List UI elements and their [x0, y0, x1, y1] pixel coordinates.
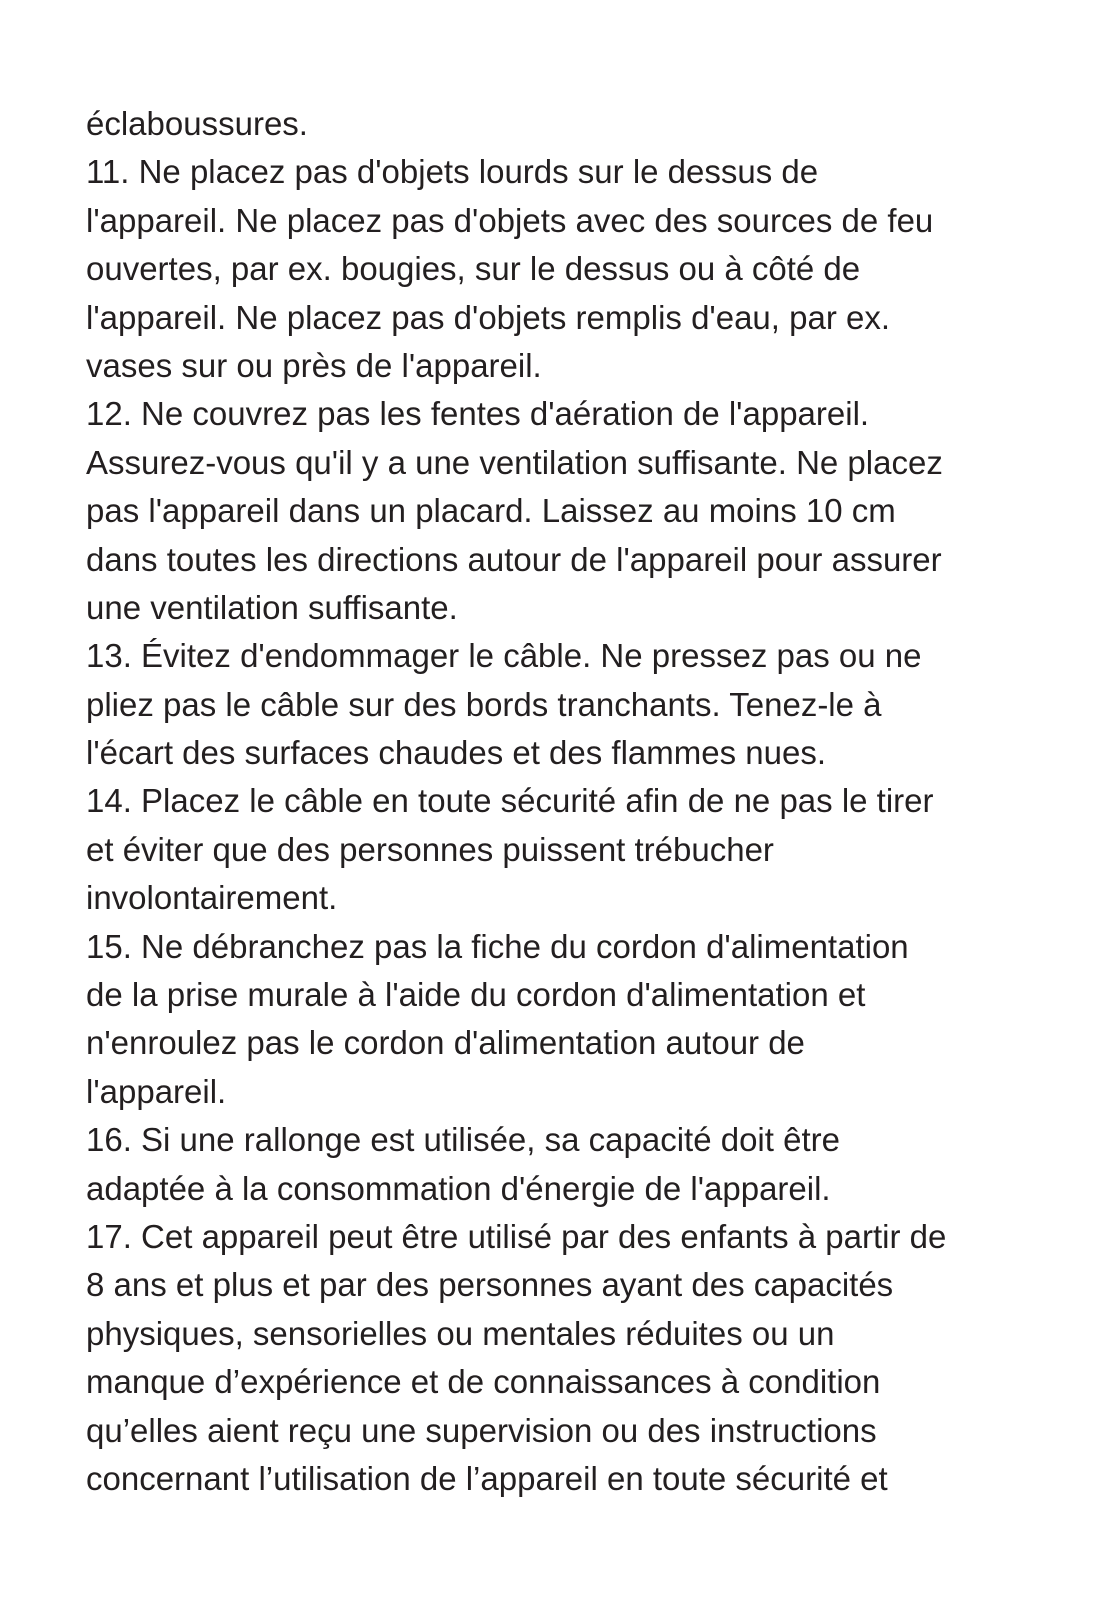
text-line: dans toutes les directions autour de l'appareil pour assurer — [86, 540, 942, 578]
text-line: concernant l’utilisation de l’appareil en toute sécurité et — [86, 1459, 888, 1497]
text-line: éclaboussures. — [86, 105, 308, 142]
text-line: et éviter que des personnes puissent trébucher — [86, 830, 774, 868]
text-line: 15. Ne débranchez pas la fiche du cordon d'alimentation — [86, 927, 909, 965]
text-line: 16. Si une rallonge est utilisée, sa capacité doit être — [86, 1121, 840, 1159]
text-line: n'enroulez pas le cordon d'alimentation autour de — [86, 1024, 805, 1062]
text-line: vases sur ou près de l'appareil. — [86, 346, 542, 384]
text-line: pas l'appareil dans un placard. Laissez au moins 10 cm — [86, 492, 896, 530]
text-line: 11. Ne placez pas d'objets lourds sur le dessus de — [86, 153, 819, 191]
text-line: l'écart des surfaces chaudes et des flammes nues. — [86, 734, 827, 772]
text-line: 8 ans et plus et par des personnes ayant des capacités — [86, 1266, 894, 1304]
document-body — [86, 100, 1046, 1503]
text-line: ouvertes, par ex. bougies, sur le dessus ou à côté de — [86, 250, 861, 288]
text-line: involontairement. — [86, 879, 338, 917]
text-line: Assurez-vous qu'il y a une ventilation suffisante. Ne placez — [86, 443, 943, 481]
text-line: l'appareil. — [86, 1072, 227, 1110]
text-line: une ventilation suffisante. — [86, 588, 458, 626]
text-line: 14. Placez le câble en toute sécurité afin de ne pas le tirer — [86, 782, 934, 820]
text-line: l'appareil. Ne placez pas d'objets avec des sources de feu — [86, 201, 934, 239]
text-line: 13. Évitez d'endommager le câble. Ne pressez pas ou ne — [86, 637, 922, 675]
text-line: pliez pas le câble sur des bords tranchants. Tenez-le à — [86, 685, 882, 723]
text-line: de la prise murale à l'aide du cordon d'alimentation et — [86, 976, 866, 1014]
text-line: adaptée à la consommation d'énergie de l'appareil. — [86, 1169, 831, 1207]
text-line: qu’elles aient reçu une supervision ou des instructions — [86, 1411, 877, 1449]
text-line: manque d’expérience et de connaissances à condition — [86, 1363, 881, 1401]
text-line: physiques, sensorielles ou mentales réduites ou un — [86, 1314, 835, 1352]
text-line: 17. Cet appareil peut être utilisé par des enfants à partir de — [86, 1217, 947, 1255]
text-line: l'appareil. Ne placez pas d'objets remplis d'eau, par ex. — [86, 298, 891, 336]
text-line: 12. Ne couvrez pas les fentes d'aération de l'appareil. — [86, 395, 870, 433]
